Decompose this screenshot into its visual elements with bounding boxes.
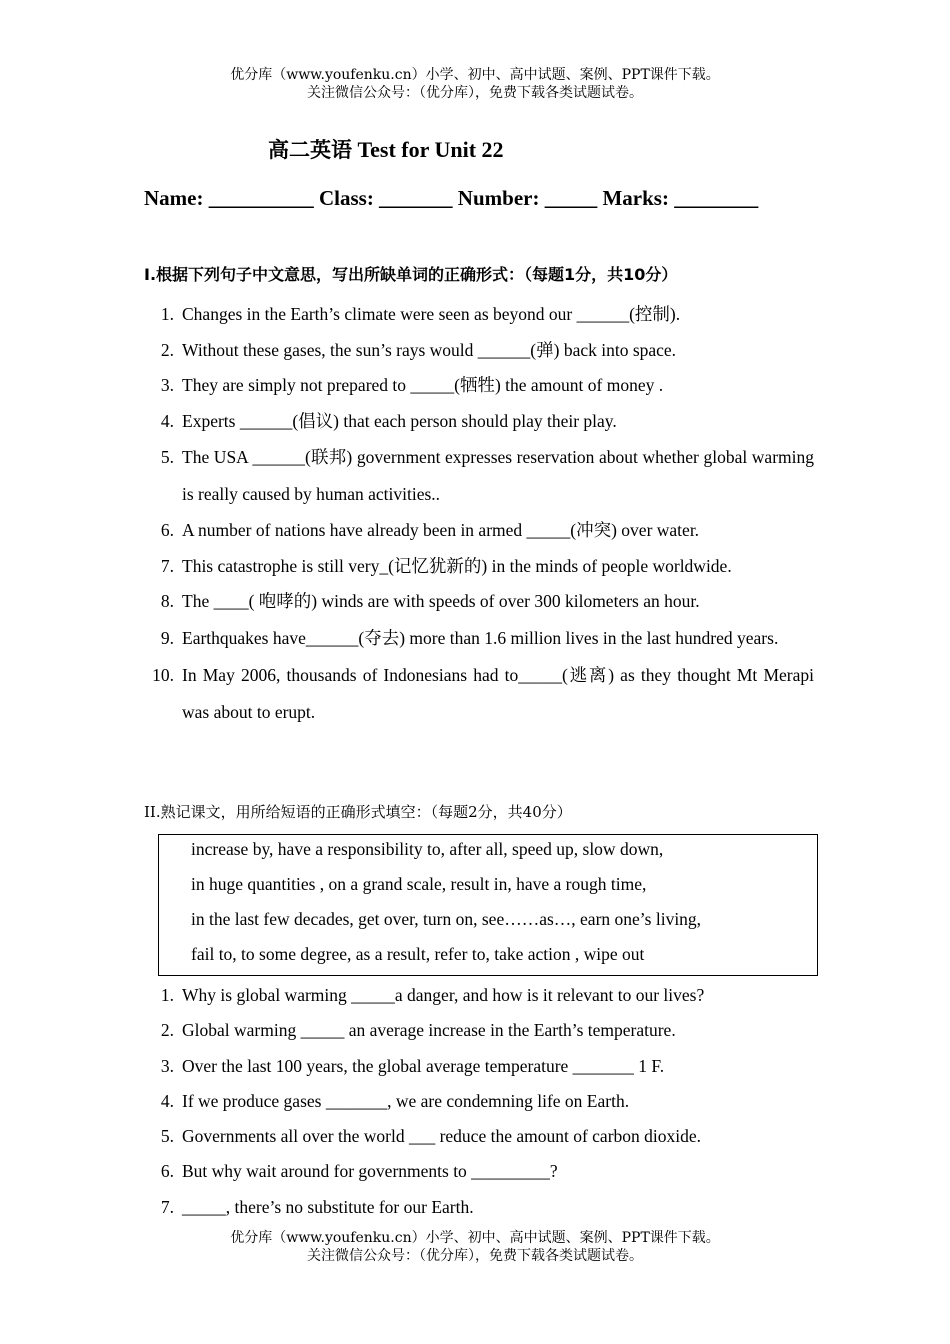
question-item: [144, 297, 814, 333]
question-text: Why is global warming _____a danger, and how is it relevant to our lives?: [182, 985, 705, 1005]
question-text: The ____( 咆哮的) winds are with speeds of over 300 kilometers an hour.: [182, 591, 700, 611]
student-info-line: Name: __________ Class: _______ Number: _____ Marks: ________: [144, 186, 759, 210]
question-text: Earthquakes have______(夺去) more than 1.6 million lives in the last hundred years.: [182, 627, 779, 648]
phrase-bank-line: in the last few decades, get over, turn on, see……as…, earn one’s living,: [191, 909, 702, 929]
question-number: 6.: [160, 520, 174, 540]
question-item: [144, 333, 814, 369]
question-text: The USA ______(联邦) government expresses reservation about whether global warming is really caused by human activities..: [182, 447, 814, 504]
footer-line-1: 优分库（www.youfenku.cn）小学、初中、高中试题、案例、PPT课件下载。: [230, 1230, 720, 1246]
phrase-bank-line: in huge quantities , on a grand scale, result in, have a rough time,: [191, 874, 647, 894]
question-text: Experts ______(倡议) that each person should play their play.: [182, 410, 617, 431]
question-text: Over the last 100 years, the global average temperature _______ 1 F.: [182, 1055, 665, 1076]
question-item: [144, 1154, 814, 1189]
phrase-bank-box: [158, 834, 818, 976]
question-number: 1.: [160, 304, 174, 324]
question-number: 4.: [160, 410, 174, 431]
question-text: Governments all over the world ___ reduce the amount of carbon dioxide.: [182, 1126, 702, 1147]
question-item: [144, 620, 814, 657]
question-item: [144, 404, 814, 440]
phrase-bank-line: increase by, have a responsibility to, after all, speed up, slow down,: [191, 839, 664, 859]
question-item: [144, 1049, 814, 1084]
section-1-question-list: [144, 297, 814, 731]
question-item: [144, 1084, 814, 1119]
question-number: 5.: [160, 447, 174, 467]
question-number: 10.: [152, 664, 174, 685]
question-text: They are simply not prepared to _____(牺牲) the amount of money .: [182, 375, 664, 395]
question-number: 2.: [160, 339, 174, 360]
question-number: 8.: [160, 591, 174, 611]
section-2-heading: II.熟记课文，用所给短语的正确形式填空：（每题2分，共40分）: [144, 803, 572, 821]
question-number: 9.: [160, 627, 174, 648]
question-item: [144, 513, 814, 549]
question-item: [144, 1119, 814, 1154]
question-item: [144, 368, 814, 404]
page-title: [268, 134, 504, 164]
question-item: [144, 549, 814, 585]
title-en: Test for Unit 22: [352, 137, 504, 162]
page-footer: [0, 1229, 950, 1265]
question-text: Changes in the Earth’s climate were seen as beyond our ______(控制).: [182, 304, 681, 324]
question-text: But why wait around for governments to _________?: [182, 1161, 558, 1182]
question-number: 1.: [160, 985, 174, 1005]
question-text: Global warming _____ an average increase in the Earth’s temperature.: [182, 1020, 676, 1041]
phrase-bank-line: fail to, to some degree, as a result, refer to, take action , wipe out: [191, 944, 645, 964]
question-number: 3.: [160, 375, 174, 395]
question-number: 7.: [160, 1196, 174, 1217]
title-cn: 高二英语: [268, 138, 352, 162]
section-1-heading: I.根据下列句子中文意思，写出所缺单词的正确形式：（每题1分，共10分）: [144, 265, 678, 284]
question-item: [144, 1190, 814, 1225]
question-text: If we produce gases _______, we are condemning life on Earth.: [182, 1090, 630, 1111]
question-text: _____, there’s no substitute for our Earth.: [182, 1196, 474, 1217]
header-line-1: 优分库（www.youfenku.cn）小学、初中、高中试题、案例、PPT课件下载。: [230, 67, 720, 83]
question-number: 4.: [160, 1090, 174, 1111]
header-line-2: 关注微信公众号：（优分库），免费下载各类试题试卷。: [307, 85, 643, 101]
question-text: Without these gases, the sun’s rays would ______(弹) back into space.: [182, 339, 677, 360]
question-number: 5.: [160, 1126, 174, 1147]
question-item: [144, 657, 814, 731]
question-item: [144, 1013, 814, 1048]
question-text: In May 2006, thousands of Indonesians had to_____(逃离) as they thought Mt Merapi was about to erupt.: [182, 664, 814, 722]
footer-line-2: 关注微信公众号：（优分库），免费下载各类试题试卷。: [307, 1248, 643, 1264]
question-number: 7.: [160, 555, 174, 576]
question-text: This catastrophe is still very_(记忆犹新的) in the minds of people worldwide.: [182, 555, 732, 576]
question-number: 3.: [160, 1055, 174, 1076]
question-item: [144, 978, 814, 1013]
question-number: 2.: [160, 1020, 174, 1041]
page-header: [0, 66, 950, 102]
question-item: [144, 439, 814, 513]
question-text: A number of nations have already been in armed _____(冲突) over water.: [182, 520, 700, 540]
question-item: [144, 584, 814, 620]
section-2-question-list: [144, 978, 814, 1225]
question-number: 6.: [160, 1161, 174, 1182]
